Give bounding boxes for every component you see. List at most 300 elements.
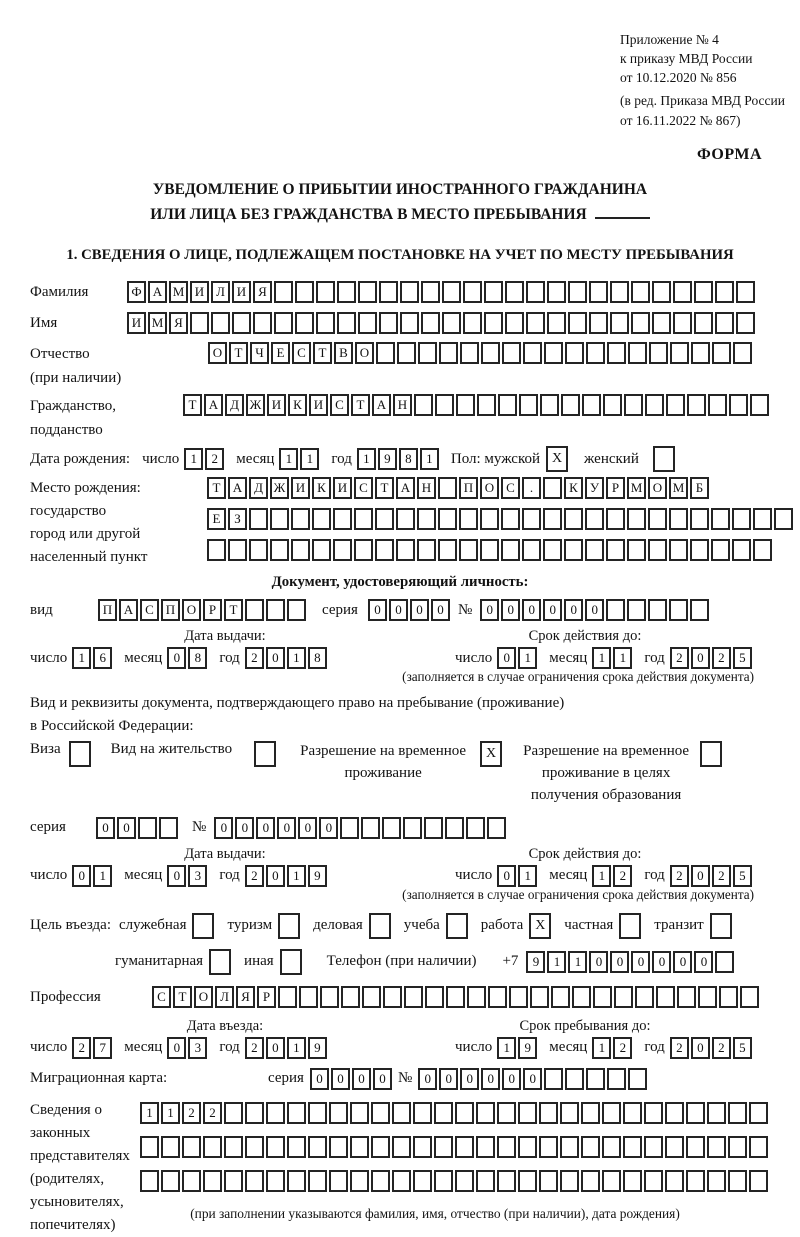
representatives-cell[interactable]: [728, 1102, 747, 1124]
profession-cell[interactable]: [488, 986, 507, 1008]
identity-valid-year-cell[interactable]: 2: [712, 647, 731, 669]
representatives-cell[interactable]: [203, 1170, 222, 1192]
surname-cell[interactable]: [673, 281, 692, 303]
citizenship-cell[interactable]: [456, 394, 475, 416]
representatives-cell[interactable]: [287, 1102, 306, 1124]
representatives-cell[interactable]: [728, 1170, 747, 1192]
representatives-cell[interactable]: [476, 1136, 495, 1158]
representatives-cell[interactable]: [623, 1136, 642, 1158]
purpose-other-box[interactable]: [280, 949, 302, 975]
representatives-cell[interactable]: [497, 1136, 516, 1158]
representatives-cell[interactable]: [560, 1136, 579, 1158]
firstname-cell[interactable]: [694, 312, 713, 334]
representatives-cell[interactable]: [392, 1136, 411, 1158]
stay-until-year-cell[interactable]: 2: [670, 1037, 689, 1059]
firstname-cell[interactable]: [295, 312, 314, 334]
representatives-cell[interactable]: [329, 1102, 348, 1124]
stay-series-cell[interactable]: 0: [117, 817, 136, 839]
birth-place-cell[interactable]: [396, 508, 415, 530]
profession-cell[interactable]: [320, 986, 339, 1008]
doc-series-cell[interactable]: 0: [410, 599, 429, 621]
representatives-cell[interactable]: [665, 1170, 684, 1192]
birth-place-cell[interactable]: [753, 539, 772, 561]
citizenship-cell[interactable]: Т: [351, 394, 370, 416]
stay-valid-year-cell[interactable]: 2: [712, 865, 731, 887]
firstname-cell[interactable]: [547, 312, 566, 334]
profession-cell[interactable]: [656, 986, 675, 1008]
migration-number-cell[interactable]: [544, 1068, 563, 1090]
stay-number-cell[interactable]: 0: [319, 817, 338, 839]
firstname-cell[interactable]: [421, 312, 440, 334]
birth-place-cell[interactable]: Е: [207, 508, 226, 530]
purpose-business-box[interactable]: [369, 913, 391, 939]
firstname-cell[interactable]: [673, 312, 692, 334]
birth-place-cell[interactable]: М: [669, 477, 688, 499]
purpose-tourism-box[interactable]: [278, 913, 300, 939]
birth-place-cell[interactable]: [438, 539, 457, 561]
identity-issue-year-cell[interactable]: 2: [245, 647, 264, 669]
firstname-cell[interactable]: [379, 312, 398, 334]
stay-until-year-cell[interactable]: 5: [733, 1037, 752, 1059]
firstname-cell[interactable]: [253, 312, 272, 334]
identity-issue-year-cell[interactable]: 8: [308, 647, 327, 669]
doc-kind-cell[interactable]: [287, 599, 306, 621]
representatives-cell[interactable]: [392, 1102, 411, 1124]
representatives-cell[interactable]: [581, 1170, 600, 1192]
profession-cell[interactable]: [593, 986, 612, 1008]
birth-place-cell[interactable]: [249, 539, 268, 561]
birth-place-cell[interactable]: [522, 508, 541, 530]
patronymic-cell[interactable]: [628, 342, 647, 364]
entry-year-cell[interactable]: 9: [308, 1037, 327, 1059]
birth-place-cell[interactable]: О: [648, 477, 667, 499]
profession-cell[interactable]: [362, 986, 381, 1008]
representatives-cell[interactable]: [392, 1170, 411, 1192]
representatives-cell[interactable]: [518, 1136, 537, 1158]
stay-series-cell[interactable]: [138, 817, 157, 839]
profession-cell[interactable]: Я: [236, 986, 255, 1008]
representatives-cell[interactable]: [245, 1102, 264, 1124]
profession-cell[interactable]: [614, 986, 633, 1008]
doc-number-cell[interactable]: [690, 599, 709, 621]
stay-until-day-cell[interactable]: 9: [518, 1037, 537, 1059]
birth-place-cell[interactable]: Д: [249, 477, 268, 499]
birth-place-cell[interactable]: А: [228, 477, 247, 499]
representatives-cell[interactable]: [602, 1170, 621, 1192]
firstname-cell[interactable]: [400, 312, 419, 334]
representatives-cell[interactable]: [161, 1170, 180, 1192]
citizenship-cell[interactable]: С: [330, 394, 349, 416]
citizenship-cell[interactable]: К: [288, 394, 307, 416]
birth-place-cell[interactable]: [291, 539, 310, 561]
birth-place-cell[interactable]: О: [480, 477, 499, 499]
migration-number-cell[interactable]: 0: [418, 1068, 437, 1090]
representatives-cell[interactable]: [686, 1102, 705, 1124]
stay-until-year-cell[interactable]: 0: [691, 1037, 710, 1059]
firstname-cell[interactable]: [652, 312, 671, 334]
birth-place-cell[interactable]: [690, 508, 709, 530]
phone-cell[interactable]: 1: [568, 951, 587, 973]
representatives-cell[interactable]: [707, 1136, 726, 1158]
patronymic-cell[interactable]: С: [292, 342, 311, 364]
representatives-cell[interactable]: [602, 1102, 621, 1124]
representatives-cell[interactable]: [686, 1170, 705, 1192]
identity-valid-day-cell[interactable]: 1: [518, 647, 537, 669]
stay-issue-month-cell[interactable]: 0: [167, 865, 186, 887]
patronymic-cell[interactable]: [418, 342, 437, 364]
birth-place-cell[interactable]: [564, 508, 583, 530]
birth-place-cell[interactable]: [249, 508, 268, 530]
birth-place-cell[interactable]: М: [627, 477, 646, 499]
profession-cell[interactable]: С: [152, 986, 171, 1008]
surname-cell[interactable]: [589, 281, 608, 303]
entry-day-cell[interactable]: 2: [72, 1037, 91, 1059]
representatives-cell[interactable]: [560, 1170, 579, 1192]
profession-cell[interactable]: [551, 986, 570, 1008]
birth-place-cell[interactable]: Т: [207, 477, 226, 499]
doc-number-cell[interactable]: [627, 599, 646, 621]
birth-place-cell[interactable]: [564, 539, 583, 561]
representatives-cell[interactable]: [749, 1136, 768, 1158]
firstname-cell[interactable]: [631, 312, 650, 334]
profession-cell[interactable]: Л: [215, 986, 234, 1008]
representatives-cell[interactable]: [308, 1136, 327, 1158]
birth-year-cell[interactable]: 9: [378, 448, 397, 470]
sex-male-box[interactable]: X: [546, 446, 568, 472]
stay-number-cell[interactable]: [403, 817, 422, 839]
doc-kind-cell[interactable]: А: [119, 599, 138, 621]
doc-number-cell[interactable]: 0: [543, 599, 562, 621]
residence-box[interactable]: [254, 741, 276, 767]
entry-year-cell[interactable]: 1: [287, 1037, 306, 1059]
identity-valid-month-cell[interactable]: 1: [592, 647, 611, 669]
birth-place-cell[interactable]: С: [501, 477, 520, 499]
surname-cell[interactable]: [652, 281, 671, 303]
birth-place-cell[interactable]: [270, 539, 289, 561]
surname-cell[interactable]: [526, 281, 545, 303]
representatives-cell[interactable]: [308, 1102, 327, 1124]
birth-place-cell[interactable]: [669, 508, 688, 530]
citizenship-cell[interactable]: [561, 394, 580, 416]
migration-series-cell[interactable]: 0: [373, 1068, 392, 1090]
representatives-cell[interactable]: [749, 1102, 768, 1124]
representatives-cell[interactable]: [728, 1136, 747, 1158]
identity-issue-day-cell[interactable]: 1: [72, 647, 91, 669]
stay-number-cell[interactable]: [382, 817, 401, 839]
representatives-cell[interactable]: [518, 1170, 537, 1192]
representatives-cell[interactable]: [245, 1136, 264, 1158]
birth-place-cell[interactable]: [480, 508, 499, 530]
firstname-cell[interactable]: [358, 312, 377, 334]
representatives-cell[interactable]: [413, 1102, 432, 1124]
migration-number-cell[interactable]: [586, 1068, 605, 1090]
firstname-cell[interactable]: [190, 312, 209, 334]
representatives-cell[interactable]: [224, 1102, 243, 1124]
representatives-cell[interactable]: [665, 1136, 684, 1158]
citizenship-cell[interactable]: [519, 394, 538, 416]
identity-issue-day-cell[interactable]: 6: [93, 647, 112, 669]
surname-cell[interactable]: [568, 281, 587, 303]
patronymic-cell[interactable]: Е: [271, 342, 290, 364]
surname-cell[interactable]: [358, 281, 377, 303]
firstname-cell[interactable]: [589, 312, 608, 334]
profession-cell[interactable]: [341, 986, 360, 1008]
profession-cell[interactable]: [530, 986, 549, 1008]
surname-cell[interactable]: [295, 281, 314, 303]
representatives-cell[interactable]: [350, 1102, 369, 1124]
firstname-cell[interactable]: [463, 312, 482, 334]
representatives-cell[interactable]: 1: [140, 1102, 159, 1124]
citizenship-cell[interactable]: И: [267, 394, 286, 416]
citizenship-cell[interactable]: А: [204, 394, 223, 416]
doc-series-cell[interactable]: 0: [431, 599, 450, 621]
stay-number-cell[interactable]: [361, 817, 380, 839]
profession-cell[interactable]: [635, 986, 654, 1008]
representatives-cell[interactable]: [560, 1102, 579, 1124]
patronymic-cell[interactable]: [649, 342, 668, 364]
patronymic-cell[interactable]: [397, 342, 416, 364]
stay-number-cell[interactable]: [487, 817, 506, 839]
citizenship-cell[interactable]: [498, 394, 517, 416]
patronymic-cell[interactable]: [691, 342, 710, 364]
doc-kind-cell[interactable]: О: [182, 599, 201, 621]
birth-place-cell[interactable]: [627, 539, 646, 561]
entry-month-cell[interactable]: 3: [188, 1037, 207, 1059]
patronymic-cell[interactable]: [586, 342, 605, 364]
stay-number-cell[interactable]: 0: [214, 817, 233, 839]
firstname-cell[interactable]: [484, 312, 503, 334]
patronymic-cell[interactable]: [544, 342, 563, 364]
representatives-cell[interactable]: [434, 1170, 453, 1192]
birth-place-cell[interactable]: [585, 508, 604, 530]
profession-cell[interactable]: [383, 986, 402, 1008]
representatives-cell[interactable]: [644, 1136, 663, 1158]
citizenship-cell[interactable]: [708, 394, 727, 416]
birth-place-cell[interactable]: [333, 539, 352, 561]
firstname-cell[interactable]: [316, 312, 335, 334]
firstname-cell[interactable]: [337, 312, 356, 334]
profession-cell[interactable]: [467, 986, 486, 1008]
birth-year-cell[interactable]: 8: [399, 448, 418, 470]
firstname-cell[interactable]: М: [148, 312, 167, 334]
patronymic-cell[interactable]: [439, 342, 458, 364]
profession-cell[interactable]: [572, 986, 591, 1008]
birth-place-cell[interactable]: [627, 508, 646, 530]
entry-month-cell[interactable]: 0: [167, 1037, 186, 1059]
stay-number-cell[interactable]: [340, 817, 359, 839]
firstname-cell[interactable]: И: [127, 312, 146, 334]
profession-cell[interactable]: [719, 986, 738, 1008]
birth-day-cell[interactable]: 1: [184, 448, 203, 470]
temp-permit-edu-box[interactable]: [700, 741, 722, 767]
identity-valid-year-cell[interactable]: 2: [670, 647, 689, 669]
birth-place-cell[interactable]: [480, 539, 499, 561]
representatives-cell[interactable]: [287, 1170, 306, 1192]
citizenship-cell[interactable]: [687, 394, 706, 416]
migration-number-cell[interactable]: 0: [502, 1068, 521, 1090]
doc-number-cell[interactable]: [648, 599, 667, 621]
citizenship-cell[interactable]: [603, 394, 622, 416]
birth-place-cell[interactable]: [459, 508, 478, 530]
representatives-cell[interactable]: [602, 1136, 621, 1158]
birth-place-cell[interactable]: [711, 539, 730, 561]
firstname-cell[interactable]: [526, 312, 545, 334]
birth-place-cell[interactable]: .: [522, 477, 541, 499]
profession-cell[interactable]: [677, 986, 696, 1008]
stay-valid-day-cell[interactable]: 0: [497, 865, 516, 887]
representatives-cell[interactable]: [413, 1136, 432, 1158]
birth-place-cell[interactable]: [522, 539, 541, 561]
surname-cell[interactable]: И: [232, 281, 251, 303]
patronymic-cell[interactable]: [460, 342, 479, 364]
representatives-cell[interactable]: [287, 1136, 306, 1158]
firstname-cell[interactable]: [232, 312, 251, 334]
surname-cell[interactable]: И: [190, 281, 209, 303]
representatives-cell[interactable]: [644, 1102, 663, 1124]
birth-place-cell[interactable]: [732, 539, 751, 561]
firstname-cell[interactable]: [442, 312, 461, 334]
representatives-cell[interactable]: [203, 1136, 222, 1158]
citizenship-cell[interactable]: [729, 394, 748, 416]
stay-valid-year-cell[interactable]: 0: [691, 865, 710, 887]
representatives-cell[interactable]: [434, 1136, 453, 1158]
stay-valid-month-cell[interactable]: 1: [592, 865, 611, 887]
representatives-cell[interactable]: [140, 1136, 159, 1158]
representatives-cell[interactable]: [539, 1136, 558, 1158]
representatives-cell[interactable]: [497, 1102, 516, 1124]
birth-place-cell[interactable]: [606, 508, 625, 530]
birth-place-cell[interactable]: С: [354, 477, 373, 499]
phone-cell[interactable]: 1: [547, 951, 566, 973]
phone-cell[interactable]: 0: [652, 951, 671, 973]
citizenship-cell[interactable]: [435, 394, 454, 416]
birth-place-cell[interactable]: К: [564, 477, 583, 499]
surname-cell[interactable]: [274, 281, 293, 303]
doc-kind-cell[interactable]: [266, 599, 285, 621]
stay-until-month-cell[interactable]: 2: [613, 1037, 632, 1059]
representatives-cell[interactable]: [266, 1102, 285, 1124]
stay-number-cell[interactable]: [445, 817, 464, 839]
patronymic-cell[interactable]: Т: [313, 342, 332, 364]
citizenship-cell[interactable]: [750, 394, 769, 416]
phone-cell[interactable]: [715, 951, 734, 973]
representatives-cell[interactable]: [371, 1136, 390, 1158]
profession-cell[interactable]: [698, 986, 717, 1008]
surname-cell[interactable]: [694, 281, 713, 303]
stay-issue-year-cell[interactable]: 9: [308, 865, 327, 887]
patronymic-cell[interactable]: [670, 342, 689, 364]
birth-place-cell[interactable]: И: [291, 477, 310, 499]
surname-cell[interactable]: [463, 281, 482, 303]
surname-cell[interactable]: [379, 281, 398, 303]
identity-issue-month-cell[interactable]: 0: [167, 647, 186, 669]
surname-cell[interactable]: [421, 281, 440, 303]
birth-place-cell[interactable]: [753, 508, 772, 530]
patronymic-cell[interactable]: Ч: [250, 342, 269, 364]
citizenship-cell[interactable]: Т: [183, 394, 202, 416]
purpose-transit-box[interactable]: [710, 913, 732, 939]
birth-place-cell[interactable]: [375, 539, 394, 561]
surname-cell[interactable]: М: [169, 281, 188, 303]
temp-permit-box[interactable]: X: [480, 741, 502, 767]
doc-kind-cell[interactable]: [245, 599, 264, 621]
surname-cell[interactable]: [484, 281, 503, 303]
representatives-cell[interactable]: [581, 1102, 600, 1124]
birth-place-cell[interactable]: [648, 508, 667, 530]
visa-box[interactable]: [69, 741, 91, 767]
patronymic-cell[interactable]: [523, 342, 542, 364]
birth-place-cell[interactable]: [333, 508, 352, 530]
representatives-cell[interactable]: [749, 1170, 768, 1192]
birth-place-cell[interactable]: [417, 508, 436, 530]
firstname-cell[interactable]: [505, 312, 524, 334]
phone-cell[interactable]: 0: [631, 951, 650, 973]
citizenship-cell[interactable]: Ж: [246, 394, 265, 416]
surname-cell[interactable]: [631, 281, 650, 303]
birth-place-cell[interactable]: [354, 508, 373, 530]
representatives-cell[interactable]: [623, 1102, 642, 1124]
representatives-cell[interactable]: [413, 1170, 432, 1192]
phone-cell[interactable]: 0: [694, 951, 713, 973]
birth-place-cell[interactable]: П: [459, 477, 478, 499]
patronymic-cell[interactable]: О: [355, 342, 374, 364]
stay-valid-year-cell[interactable]: 2: [670, 865, 689, 887]
purpose-study-box[interactable]: [446, 913, 468, 939]
birth-place-cell[interactable]: [543, 508, 562, 530]
migration-number-cell[interactable]: [565, 1068, 584, 1090]
citizenship-cell[interactable]: [477, 394, 496, 416]
representatives-cell[interactable]: [644, 1170, 663, 1192]
representatives-cell[interactable]: 2: [182, 1102, 201, 1124]
surname-cell[interactable]: [316, 281, 335, 303]
doc-number-cell[interactable]: 0: [501, 599, 520, 621]
birth-place-cell[interactable]: Р: [606, 477, 625, 499]
migration-series-cell[interactable]: 0: [352, 1068, 371, 1090]
representatives-cell[interactable]: [182, 1170, 201, 1192]
entry-year-cell[interactable]: 2: [245, 1037, 264, 1059]
birth-place-cell[interactable]: [459, 539, 478, 561]
profession-cell[interactable]: [299, 986, 318, 1008]
surname-cell[interactable]: Ф: [127, 281, 146, 303]
birth-month-cell[interactable]: 1: [300, 448, 319, 470]
birth-place-cell[interactable]: [438, 508, 457, 530]
representatives-cell[interactable]: [623, 1170, 642, 1192]
identity-issue-month-cell[interactable]: 8: [188, 647, 207, 669]
phone-cell[interactable]: 0: [589, 951, 608, 973]
profession-cell[interactable]: [425, 986, 444, 1008]
birth-place-cell[interactable]: [711, 508, 730, 530]
representatives-cell[interactable]: [161, 1136, 180, 1158]
firstname-cell[interactable]: [211, 312, 230, 334]
stay-number-cell[interactable]: [424, 817, 443, 839]
birth-place-cell[interactable]: [606, 539, 625, 561]
stay-issue-year-cell[interactable]: 2: [245, 865, 264, 887]
citizenship-cell[interactable]: [540, 394, 559, 416]
representatives-cell[interactable]: [371, 1170, 390, 1192]
birth-place-cell[interactable]: [543, 477, 562, 499]
birth-year-cell[interactable]: 1: [357, 448, 376, 470]
birth-place-cell[interactable]: З: [228, 508, 247, 530]
citizenship-cell[interactable]: [666, 394, 685, 416]
representatives-cell[interactable]: [266, 1136, 285, 1158]
representatives-cell[interactable]: [308, 1170, 327, 1192]
doc-series-cell[interactable]: 0: [389, 599, 408, 621]
stay-issue-year-cell[interactable]: 0: [266, 865, 285, 887]
stay-series-cell[interactable]: [159, 817, 178, 839]
stay-issue-year-cell[interactable]: 1: [287, 865, 306, 887]
citizenship-cell[interactable]: [624, 394, 643, 416]
surname-cell[interactable]: [715, 281, 734, 303]
